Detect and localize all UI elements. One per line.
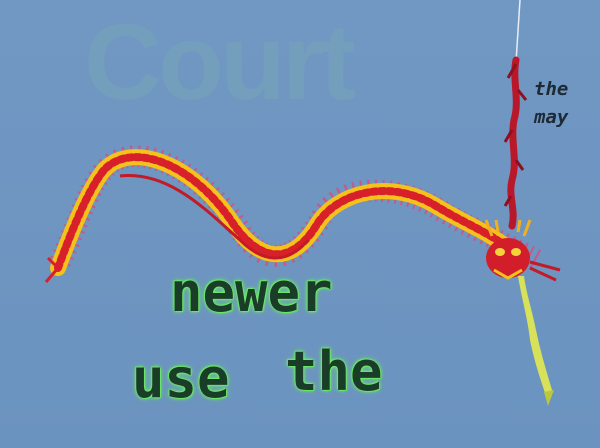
overlay-word-use: use: [132, 347, 230, 410]
overlay-word-newer: newer: [170, 261, 333, 324]
overlay-word-the-small: the: [534, 78, 569, 100]
watermark-court: Court: [84, 1, 352, 122]
overlay-word-the-big: the: [285, 340, 383, 403]
overlay-word-may: may: [534, 106, 569, 128]
